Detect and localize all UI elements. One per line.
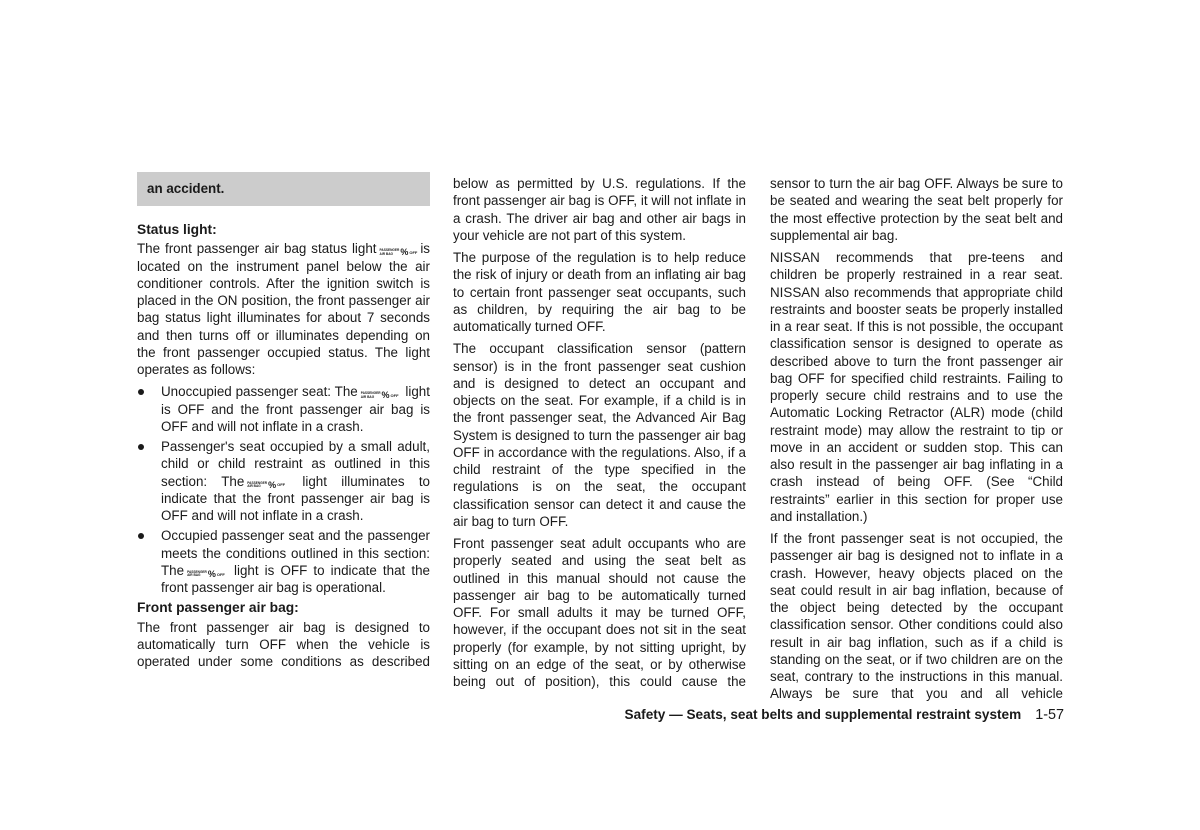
bullet-item-unoccupied: Unoccupied passenger seat: The PASSENGER AIR BAG % OFF light is OFF and the front passenger air bag is OFF and will not inflate in a crash. <box>137 383 430 435</box>
page-number: 1-57 <box>1035 707 1064 723</box>
heading-status-light: Status light: <box>137 222 217 237</box>
right-paragraph-3: If the front passenger seat is not occupied, the passenger air bag is designed not to inflate in a crash. However, heavy objects placed on the seat could result in air bag inflation, because of the object being detected by the occupant classification sensor. Other conditions could also result in air bag inflation, such as if a child is standing on the seat, or if two children are on the seat, contrary to the instructions in this manual. Always be sure that you and all vehicle <box>770 531 1063 702</box>
front-air-bag-paragraph: The front passenger air bag is designed to automatically turn OFF when the vehicle is operated under some conditions as described <box>137 619 430 669</box>
middle-paragraph-1: below as permitted by U.S. regulations. If the front passenger air bag is OFF, it will not inflate in a crash. The driver air bag and other air bags in your vehicle are not part of this system. <box>453 176 746 243</box>
heading-front-passenger-air-bag: Front passenger air bag: <box>137 600 299 616</box>
middle-paragraph-3: The occupant classification sensor (pattern sensor) is in the front passenger seat cushion and is designed to detect an occupant and objects on the seat. For example, if a child is in the front passenger seat, the Advanced Air Bag System is designed to turn the passenger air bag OFF in accordance with the regulations. Also, if a child restraint of the type specified in the regulations is on the seat, the occupant classification sensor can detect it and cause the air bag to turn OFF. <box>453 341 746 529</box>
middle-paragraph-2: The purpose of the regulation is to help reduce the risk of injury or death from an inflating air bag to certain front passenger seat occupants, such as children, by requiring the air bag to be automatically turned OFF. <box>453 250 746 334</box>
middle-paragraph-4: Front passenger seat adult occupants who are properly seated and using the seat belt as outlined in this manual should not cause the passenger air bag to be automatically turned OFF. For small adults it may be turned OFF, however, if the occupant does not sit in the seat properly (for example, by not sitting upright, by sitting on an edge of the seat, or by otherwise being out of position), this could cause the <box>453 536 746 689</box>
right-column <box>770 175 1063 708</box>
note-box-text: an accident. <box>147 181 225 197</box>
right-paragraph-2: NISSAN recommends that pre-teens and children be properly restrained in a rear seat. NISSAN also recommends that appropriate child restraints and booster seats be properly installed in a rear seat. If this is not possible, the occupant classification sensor is designed to operate as described above to turn the front passenger air bag OFF for specified child restraints. Failing to properly secure child restrains and to use the Automatic Locking Retractor (ALR) mode (child restraint mode) may allow the restraint to tip or move in an accident or sudden stop. This can also result in the passenger air bag inflating in a crash instead of being OFF. (See “Child restraints” earlier in this section for proper use and installation.) <box>770 250 1063 524</box>
bullet-dot-icon <box>138 444 144 450</box>
bullet-item-occupied: Occupied passenger seat and the passenger meets the conditions outlined in this section: The PASSENGER AIR BAG % OFF light is OFF to indicate that the front passenger air bag is operational. <box>137 527 430 596</box>
passenger-air-bag-off-indicator-icon: PASSENGER AIR BAG % OFF <box>247 479 286 490</box>
bullet-dot-icon <box>138 389 144 395</box>
right-paragraph-1: sensor to turn the air bag OFF. Always be sure to be seated and wearing the seat belt properly for the most effective protection by the seat belt and supplemental air bag. <box>770 176 1063 243</box>
bullet-item-small-adult-child: Passenger's seat occupied by a small adult, child or child restraint as outlined in this section: The PASSENGER AIR BAG % OFF light illuminates to indicate that the front passenger air bag is OFF and will not inflate in a crash. <box>137 438 430 524</box>
note-box <box>137 172 430 206</box>
bullet-dot-icon <box>138 533 144 539</box>
left-column <box>137 175 430 675</box>
middle-column <box>453 175 746 695</box>
passenger-air-bag-off-indicator-icon: PASSENGER AIR BAG % OFF <box>187 568 225 579</box>
passenger-air-bag-off-indicator-icon: PASSENGER AIR BAG % OFF <box>379 247 418 258</box>
passenger-air-bag-off-indicator-icon: PASSENGER AIR BAG % OFF <box>360 390 399 401</box>
footer-section-title: Safety — Seats, seat belts and supplemental restraint system <box>624 707 1022 722</box>
status-light-bullet-list <box>137 383 430 596</box>
page-footer <box>590 706 1064 724</box>
status-light-paragraph: The front passenger air bag status light PASSENGER AIR BAG % OFF is located on the instrument panel below the air conditioner controls. After the ignition switch is placed in the ON position, the front passenger air bag status light illuminates for about 7 seconds and then turns off or illuminates depending on the front passenger occupied status. The light operates as follows: <box>137 241 430 377</box>
